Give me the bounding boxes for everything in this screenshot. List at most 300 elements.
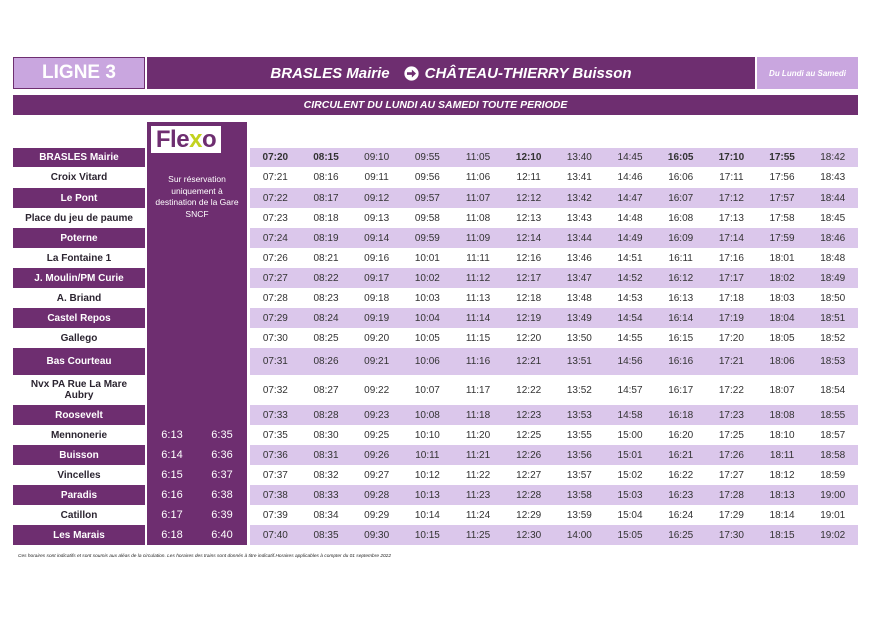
time-cell: 16:23 <box>668 489 694 501</box>
stop-name: Castel Repos <box>13 308 145 328</box>
flexo-times <box>147 167 247 188</box>
time-cell: 11:25 <box>465 529 491 541</box>
time-cell: 13:43 <box>566 212 592 224</box>
time-cell: 07:32 <box>262 384 288 396</box>
time-cell: 09:28 <box>364 489 390 501</box>
stop-name: Paradis <box>13 485 145 505</box>
time-cell: 08:33 <box>313 489 339 501</box>
stop-name: Catillon <box>60 509 98 521</box>
time-cell: 07:33 <box>262 409 288 421</box>
time-cell: 18:08 <box>769 409 795 421</box>
stop-name: Les Marais <box>13 525 145 545</box>
time-cell: 08:35 <box>313 529 339 541</box>
flexo-logo-part: o <box>201 125 217 153</box>
time-cell: 17:23 <box>718 409 744 421</box>
time-cell: 19:00 <box>820 489 846 501</box>
departure-times <box>250 208 858 228</box>
time-cell: 09:29 <box>364 509 390 521</box>
time-cell: 14:54 <box>617 312 643 324</box>
flexo-times <box>147 348 247 375</box>
service-period-banner <box>13 95 858 115</box>
stop-name: Mennonerie <box>50 429 108 441</box>
time-cell: 12:13 <box>516 212 542 224</box>
time-cell: 17:20 <box>718 332 744 344</box>
flexo-time-cell: 6:37 <box>211 469 233 481</box>
time-cell: 16:22 <box>668 469 694 481</box>
time-cell: 16:25 <box>668 529 694 541</box>
time-cell: 16:13 <box>668 292 694 304</box>
departure-times <box>250 348 858 375</box>
time-cell: 14:45 <box>617 152 643 163</box>
time-cell: 10:12 <box>414 469 440 481</box>
time-cell: 16:17 <box>668 384 694 396</box>
time-cell: 13:42 <box>566 192 592 204</box>
stop-name: Nvx PA Rue La Mare Aubry <box>30 379 128 401</box>
time-cell: 08:18 <box>313 212 339 224</box>
time-cell: 12:27 <box>516 469 542 481</box>
departure-times <box>250 485 858 505</box>
time-cell: 18:15 <box>769 529 795 541</box>
time-cell: 10:03 <box>414 292 440 304</box>
time-cell: 08:23 <box>313 292 339 304</box>
time-cell: 08:30 <box>313 429 339 441</box>
time-cell: 13:59 <box>566 509 592 521</box>
time-cell: 18:44 <box>820 192 846 204</box>
time-cell: 07:37 <box>262 469 288 481</box>
stop-name: Croix Vitard <box>50 172 108 183</box>
time-cell: 17:29 <box>718 509 744 521</box>
time-cell: 15:02 <box>617 469 643 481</box>
time-cell: 14:57 <box>617 384 643 396</box>
stop-name: BRASLES Mairie <box>13 148 145 167</box>
timetable-row <box>13 167 858 188</box>
time-cell: 17:16 <box>718 252 744 264</box>
time-cell: 11:14 <box>465 312 491 324</box>
flexo-times <box>147 485 247 505</box>
flexo-logo-part: Fle <box>155 125 190 153</box>
circled-right-arrow-icon <box>404 66 419 81</box>
time-cell: 12:30 <box>516 529 542 541</box>
flexo-note-line: SNCF <box>185 208 209 219</box>
time-cell: 18:06 <box>769 356 795 367</box>
time-cell: 13:40 <box>566 152 592 163</box>
flexo-time-cell: 6:13 <box>161 429 183 441</box>
time-cell: 17:22 <box>718 384 744 396</box>
time-cell: 12:18 <box>516 292 542 304</box>
time-cell: 11:22 <box>465 469 491 481</box>
time-cell: 15:00 <box>617 429 643 441</box>
time-cell: 07:21 <box>262 172 288 183</box>
time-cell: 11:15 <box>465 332 491 344</box>
time-cell: 16:24 <box>668 509 694 521</box>
flexo-time-cell: 6:35 <box>211 429 233 441</box>
time-cell: 13:53 <box>566 409 592 421</box>
operating-days-badge <box>757 57 858 89</box>
time-cell: 18:55 <box>820 409 846 421</box>
timetable-row <box>13 248 858 268</box>
time-cell: 18:43 <box>820 172 846 183</box>
time-cell: 13:41 <box>566 172 592 183</box>
time-cell: 10:14 <box>414 509 440 521</box>
time-cell: 17:57 <box>769 192 795 204</box>
flexo-times <box>147 525 247 545</box>
time-cell: 12:17 <box>516 272 542 284</box>
time-cell: 10:08 <box>414 409 440 421</box>
departure-times <box>250 288 858 308</box>
time-cell: 07:24 <box>262 232 288 244</box>
time-cell: 17:19 <box>718 312 744 324</box>
flexo-time-cell: 6:36 <box>211 449 233 461</box>
time-cell: 09:26 <box>364 449 390 461</box>
time-cell: 18:50 <box>820 292 846 304</box>
time-cell: 12:25 <box>516 429 542 441</box>
time-cell: 14:47 <box>617 192 643 204</box>
time-cell: 18:57 <box>820 429 846 441</box>
time-cell: 18:04 <box>769 312 795 324</box>
time-cell: 12:19 <box>516 312 542 324</box>
flexo-time-cell: 6:17 <box>161 509 183 521</box>
time-cell: 17:59 <box>769 232 795 244</box>
time-cell: 14:00 <box>566 529 592 541</box>
time-cell: 08:15 <box>313 152 339 163</box>
time-cell: 12:10 <box>515 152 542 163</box>
time-cell: 17:30 <box>718 529 744 541</box>
time-cell: 13:46 <box>566 252 592 264</box>
timetable-row <box>13 425 858 445</box>
time-cell: 09:25 <box>364 429 390 441</box>
time-cell: 16:07 <box>668 192 694 204</box>
time-cell: 14:58 <box>617 409 643 421</box>
time-cell: 13:48 <box>566 292 592 304</box>
time-cell: 18:02 <box>769 272 795 284</box>
time-cell: 10:11 <box>415 449 440 461</box>
time-cell: 11:20 <box>465 429 491 441</box>
departure-times <box>250 375 858 405</box>
time-cell: 17:27 <box>718 469 744 481</box>
time-cell: 14:55 <box>617 332 643 344</box>
time-cell: 12:26 <box>516 449 542 461</box>
time-cell: 09:18 <box>364 292 390 304</box>
departure-times <box>250 228 858 248</box>
time-cell: 16:06 <box>668 172 694 183</box>
time-cell: 10:02 <box>414 272 440 284</box>
time-cell: 08:31 <box>313 449 339 461</box>
time-cell: 17:14 <box>718 232 744 244</box>
time-cell: 18:54 <box>820 384 846 396</box>
stop-name: A. Briand <box>56 292 102 304</box>
time-cell: 11:24 <box>465 509 491 521</box>
departure-times <box>250 167 858 188</box>
time-cell: 18:05 <box>769 332 795 344</box>
time-cell: 19:02 <box>820 529 846 541</box>
time-cell: 14:52 <box>617 272 643 284</box>
timetable-row <box>13 328 858 348</box>
time-cell: 09:55 <box>414 152 440 163</box>
flexo-times <box>147 208 247 228</box>
time-cell: 11:05 <box>465 152 491 163</box>
operating-days-label: Du Lundi au Samedi <box>769 68 846 78</box>
time-cell: 13:55 <box>566 429 592 441</box>
time-cell: 08:19 <box>313 232 339 244</box>
timetable-row <box>13 465 858 485</box>
time-cell: 09:12 <box>364 192 390 204</box>
time-cell: 15:05 <box>617 529 643 541</box>
flexo-time-cell: 6:39 <box>211 509 233 521</box>
time-cell: 12:20 <box>516 332 542 344</box>
time-cell: 18:48 <box>820 252 846 264</box>
time-cell: 15:01 <box>617 449 643 461</box>
flexo-note-line: destination de la Gare <box>155 197 239 207</box>
time-cell: 19:01 <box>820 509 846 521</box>
time-cell: 16:14 <box>668 312 694 324</box>
timetable-row <box>13 405 858 425</box>
time-cell: 07:31 <box>262 356 288 367</box>
time-cell: 09:13 <box>364 212 390 224</box>
time-cell: 18:13 <box>769 489 795 501</box>
time-cell: 13:50 <box>566 332 592 344</box>
flexo-times <box>147 308 247 328</box>
time-cell: 09:56 <box>414 172 440 183</box>
flexo-note-line: uniquement à <box>171 185 223 196</box>
time-cell: 10:05 <box>414 332 440 344</box>
time-cell: 18:49 <box>820 272 846 284</box>
line-number-label: LIGNE 3 <box>42 62 116 83</box>
time-cell: 17:10 <box>718 152 745 163</box>
time-cell: 16:16 <box>668 356 694 367</box>
time-cell: 18:53 <box>820 356 846 367</box>
time-cell: 12:23 <box>516 409 542 421</box>
time-cell: 18:14 <box>769 509 795 521</box>
stop-name: La Fontaine 1 <box>46 252 112 264</box>
time-cell: 18:58 <box>820 449 846 461</box>
stop-name: Le Pont <box>13 188 145 208</box>
stop-name: J. Moulin/PM Curie <box>13 268 145 288</box>
time-cell: 08:28 <box>313 409 339 421</box>
flexo-time-cell: 6:14 <box>161 449 183 461</box>
time-cell: 11:08 <box>465 212 491 224</box>
timetable-row <box>13 348 858 375</box>
time-cell: 07:29 <box>262 312 288 324</box>
time-cell: 14:53 <box>617 292 643 304</box>
time-cell: 13:56 <box>566 449 592 461</box>
time-cell: 17:56 <box>769 172 795 183</box>
time-cell: 07:39 <box>262 509 288 521</box>
stop-name: Bas Courteau <box>13 348 145 375</box>
time-cell: 11:18 <box>465 409 491 421</box>
time-cell: 07:22 <box>262 192 288 204</box>
timetable-row <box>13 148 858 167</box>
time-cell: 12:29 <box>516 509 542 521</box>
time-cell: 16:18 <box>668 409 694 421</box>
time-cell: 07:38 <box>262 489 288 501</box>
route-destination: CHÂTEAU-THIERRY Buisson <box>424 64 632 82</box>
time-cell: 17:55 <box>769 152 795 163</box>
departure-times <box>250 425 858 445</box>
time-cell: 08:26 <box>313 356 339 367</box>
time-cell: 14:49 <box>617 232 643 244</box>
time-cell: 16:11 <box>668 252 693 264</box>
time-cell: 12:11 <box>516 172 541 183</box>
time-cell: 18:01 <box>769 252 795 264</box>
time-cell: 08:21 <box>313 252 339 264</box>
timetable-row <box>13 375 858 405</box>
time-cell: 12:16 <box>516 252 542 264</box>
departure-times <box>250 268 858 288</box>
stop-name: Gallego <box>60 332 98 344</box>
time-cell: 18:12 <box>769 469 795 481</box>
time-cell: 08:22 <box>313 272 339 284</box>
time-cell: 11:09 <box>465 232 491 244</box>
timetable-row <box>13 185 858 208</box>
time-cell: 09:57 <box>414 192 440 204</box>
time-cell: 09:22 <box>364 384 390 396</box>
departure-times <box>250 248 858 268</box>
time-cell: 16:08 <box>668 212 694 224</box>
time-cell: 08:25 <box>313 332 339 344</box>
departure-times <box>250 405 858 425</box>
time-cell: 17:26 <box>718 449 744 461</box>
time-cell: 17:12 <box>718 192 744 204</box>
time-cell: 11:06 <box>465 172 491 183</box>
flexo-times <box>147 465 247 485</box>
time-cell: 09:21 <box>364 356 390 367</box>
timetable-row <box>13 288 858 308</box>
time-cell: 14:56 <box>617 356 643 367</box>
timetable-row <box>13 208 858 228</box>
service-period-label: CIRCULENT DU LUNDI AU SAMEDI TOUTE PERIODE <box>303 99 568 111</box>
time-cell: 11:12 <box>465 272 491 284</box>
time-cell: 09:58 <box>414 212 440 224</box>
time-cell: 12:12 <box>516 192 542 204</box>
time-cell: 08:27 <box>313 384 339 396</box>
flexo-time-cell: 6:15 <box>161 469 183 481</box>
timetable-row <box>13 268 858 288</box>
time-cell: 16:09 <box>668 232 694 244</box>
time-cell: 12:22 <box>516 384 542 396</box>
timetable-row <box>13 308 858 328</box>
time-cell: 10:15 <box>414 529 440 541</box>
time-cell: 18:59 <box>820 469 846 481</box>
departure-times <box>250 465 858 485</box>
stop-name: Place du jeu de paume <box>25 212 133 224</box>
time-cell: 17:21 <box>718 356 744 367</box>
time-cell: 09:20 <box>364 332 390 344</box>
time-cell: 07:26 <box>262 252 288 264</box>
time-cell: 18:07 <box>769 384 795 396</box>
time-cell: 17:28 <box>718 489 744 501</box>
flexo-times <box>147 228 247 248</box>
flexo-time-cell: 6:16 <box>161 489 183 501</box>
time-cell: 08:32 <box>313 469 339 481</box>
time-cell: 15:04 <box>617 509 643 521</box>
time-cell: 07:40 <box>262 529 288 541</box>
departure-times <box>250 148 858 167</box>
flexo-times <box>147 328 247 348</box>
time-cell: 07:35 <box>262 429 288 441</box>
time-cell: 08:17 <box>313 192 339 204</box>
flexo-time-cell: 6:18 <box>161 529 183 541</box>
time-cell: 07:28 <box>262 292 288 304</box>
flexo-times <box>147 505 247 525</box>
departure-times <box>250 188 858 208</box>
time-cell: 08:24 <box>313 312 339 324</box>
time-cell: 10:13 <box>414 489 440 501</box>
time-cell: 09:27 <box>364 469 390 481</box>
line-number-badge <box>13 57 145 89</box>
time-cell: 11:13 <box>465 292 491 304</box>
time-cell: 18:45 <box>820 212 846 224</box>
time-cell: 17:17 <box>718 272 744 284</box>
time-cell: 17:13 <box>718 212 744 224</box>
time-cell: 11:21 <box>465 449 491 461</box>
timetable-row <box>13 228 858 248</box>
timetable-row <box>13 445 858 465</box>
time-cell: 13:47 <box>566 272 592 284</box>
flexo-times <box>147 425 247 445</box>
flexo-times <box>147 405 247 425</box>
timetable <box>13 148 858 545</box>
time-cell: 16:05 <box>667 152 694 163</box>
time-cell: 13:57 <box>566 469 592 481</box>
flexo-time-cell: 6:38 <box>211 489 233 501</box>
departure-times <box>250 525 858 545</box>
time-cell: 12:21 <box>516 356 542 367</box>
time-cell: 18:03 <box>769 292 795 304</box>
time-cell: 09:16 <box>364 252 390 264</box>
time-cell: 07:36 <box>262 449 288 461</box>
flexo-times <box>147 445 247 465</box>
flexo-times <box>147 148 247 167</box>
time-cell: 09:19 <box>364 312 390 324</box>
time-cell: 12:14 <box>516 232 542 244</box>
time-cell: 18:52 <box>820 332 846 344</box>
departure-times <box>250 445 858 465</box>
time-cell: 07:23 <box>262 212 288 224</box>
time-cell: 17:11 <box>719 172 744 183</box>
time-cell: 10:07 <box>414 384 440 396</box>
flexo-logo-part: x <box>189 125 202 153</box>
time-cell: 13:58 <box>566 489 592 501</box>
time-cell: 16:21 <box>668 449 694 461</box>
time-cell: 08:34 <box>313 509 339 521</box>
time-cell: 17:58 <box>769 212 795 224</box>
time-cell: 14:46 <box>617 172 643 183</box>
time-cell: 18:46 <box>820 232 846 244</box>
flexo-times <box>147 288 247 308</box>
time-cell: 13:51 <box>566 356 592 367</box>
time-cell: 09:11 <box>364 172 389 183</box>
time-cell: 18:51 <box>820 312 846 324</box>
time-cell: 12:28 <box>516 489 542 501</box>
flexo-times <box>147 375 247 405</box>
flexo-time-cell: 6:40 <box>211 529 233 541</box>
flexo-note-line: Sur réservation <box>168 174 226 184</box>
time-cell: 07:30 <box>262 332 288 344</box>
time-cell: 09:10 <box>364 152 390 163</box>
time-cell: 11:16 <box>465 356 491 367</box>
time-cell: 08:16 <box>313 172 339 183</box>
time-cell: 10:04 <box>414 312 440 324</box>
time-cell: 18:42 <box>820 152 846 163</box>
time-cell: 10:06 <box>414 356 440 367</box>
time-cell: 16:20 <box>668 429 694 441</box>
time-cell: 18:11 <box>769 449 795 461</box>
footnote: Ces horaires sont indicatifs et sont soumis aux aléas de la circulation. Les horaires des trains sont donnés à titre indicatif.Horaires applicables à compter du 01 septembre 2022 <box>18 553 392 559</box>
time-cell: 09:30 <box>364 529 390 541</box>
flexo-times <box>147 248 247 268</box>
time-cell: 10:01 <box>414 252 440 264</box>
stop-name: Vincelles <box>57 469 101 481</box>
